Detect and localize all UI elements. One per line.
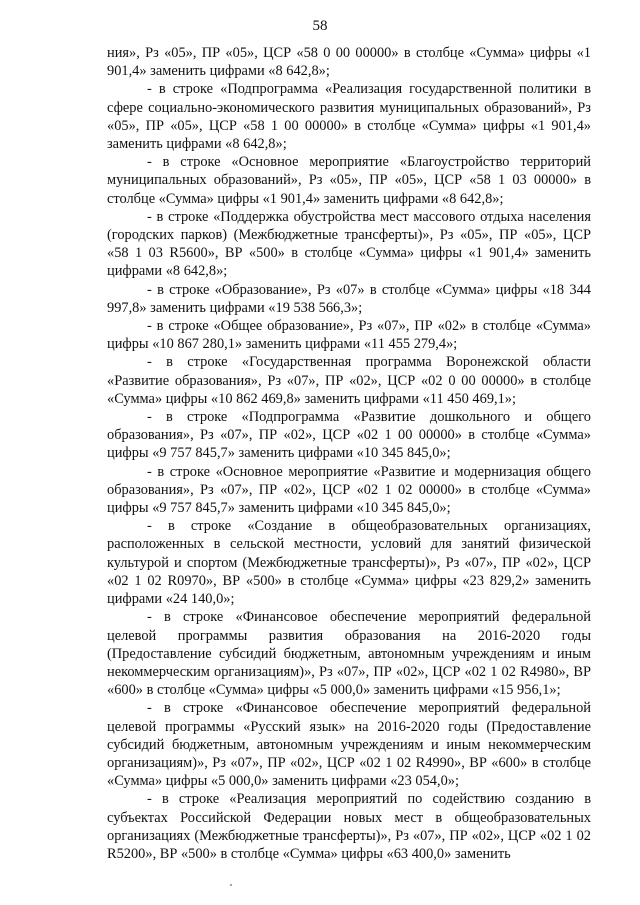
paragraph: - в строке «Образование», Рз «07» в столбце «Сумма» цифры «18 344 997,8» заменить цифрами «19 538 566,3»; xyxy=(107,281,591,316)
paragraph: - в строке «Подпрограмма «Реализация государственной политики в сфере социально-экономического развития муниципальных образований», Рз «05», ПР «05», ЦСР «58 1 00 00000» в столбце «Сумма» цифры «1 901,4» заменить цифрами «8 642,8»; xyxy=(107,81,591,153)
paragraph: - в строке «Финансовое обеспечение мероприятий федеральной целевой программы «Русский язык» на 2016-2020 годы (Предоставление субсидий бюджетным, автономным учреждениям и иным некоммерческим организациям)», Рз «07», ПР «02», ЦСР «02 1 02 R4990», ВР «600» в столбце «Сумма» цифры «5 000,0» заменить цифрами «23 054,0»; xyxy=(107,700,591,790)
paragraph: - в строке «Создание в общеобразовательных организациях, расположенных в сельской местности, условий для занятий физической культурой и спортом (Межбюджетные трансферты)», Рз «07», ПР «02», ЦСР «02 1 02 R0970», ВР «500» в столбце «Сумма» цифры «23 829,2» заменить цифрами «24 140,0»; xyxy=(107,518,591,608)
paragraph: - в строке «Государственная программа Воронежской области «Развитие образования», Рз «07», ПР «02», ЦСР «02 0 00 00000» в столбце «Сумма» цифры «10 862 469,8» заменить цифрами «11 450 469,1»; xyxy=(107,354,591,407)
document-body xyxy=(107,44,591,863)
paragraph: - в строке «Основное мероприятие «Развитие и модернизация общего образования», Рз «07», ПР «02», ЦСР «02 1 02 00000» в столбце «Сумма» цифры «9 757 845,7» заменить цифрами «10 345 845,0»; xyxy=(107,463,591,517)
paragraph: - в строке «Основное мероприятие «Благоустройство территорий муниципальных образований», Рз «05», ПР «05», ЦСР «58 1 03 00000» в столбце «Сумма» цифры «1 901,4» заменить цифрами «8 642,8»; xyxy=(107,154,591,207)
paragraph: - в строке «Общее образование», Рз «07», ПР «02» в столбце «Сумма» цифры «10 867 280,1» заменить цифрами «11 455 279,4»; xyxy=(107,318,591,353)
paragraph: - в строке «Подпрограмма «Развитие дошкольного и общего образования», Рз «07», ПР «02», ЦСР «02 1 00 00000» в столбце «Сумма» цифры «9 757 845,7» заменить цифрами «10 345 845,0»; xyxy=(107,409,591,462)
paragraph: ния», Рз «05», ПР «05», ЦСР «58 0 00 00000» в столбце «Сумма» цифры «1 901,4» заменить цифрами «8 642,8»; xyxy=(107,45,591,80)
scan-speck xyxy=(230,884,232,886)
paragraph: - в строке «Финансовое обеспечение мероприятий федеральной целевой программы развития образования на 2016-2020 годы (Предоставление субсидий бюджетным, автономным учреждениям и иным некоммерческим организациям)», Рз «07», ПР «02», ЦСР «02 1 02 R4980», ВР «600» в столбце «Сумма» цифры «5 000,0» заменить цифрами «15 956,1»; xyxy=(107,609,591,699)
paragraph: - в строке «Поддержка обустройства мест массового отдыха населения (городских парков) (Межбюджетные трансферты)», Рз «05», ПР «05», ЦСР «58 1 03 R5600», ВР «500» в столбце «Сумма» цифры «1 901,4» заменить цифрами «8 642,8»; xyxy=(107,208,591,280)
paragraph: - в строке «Реализация мероприятий по содействию созданию в субъектах Российской Федерации новых мест в общеобразовательных организациях (Межбюджетные трансферты)», Рз «07», ПР «02», ЦСР «02 1 02 R5200», ВР «500» в столбце «Сумма» цифры «63 400,0» заменить xyxy=(107,791,591,862)
page-number: 58 xyxy=(312,18,328,34)
